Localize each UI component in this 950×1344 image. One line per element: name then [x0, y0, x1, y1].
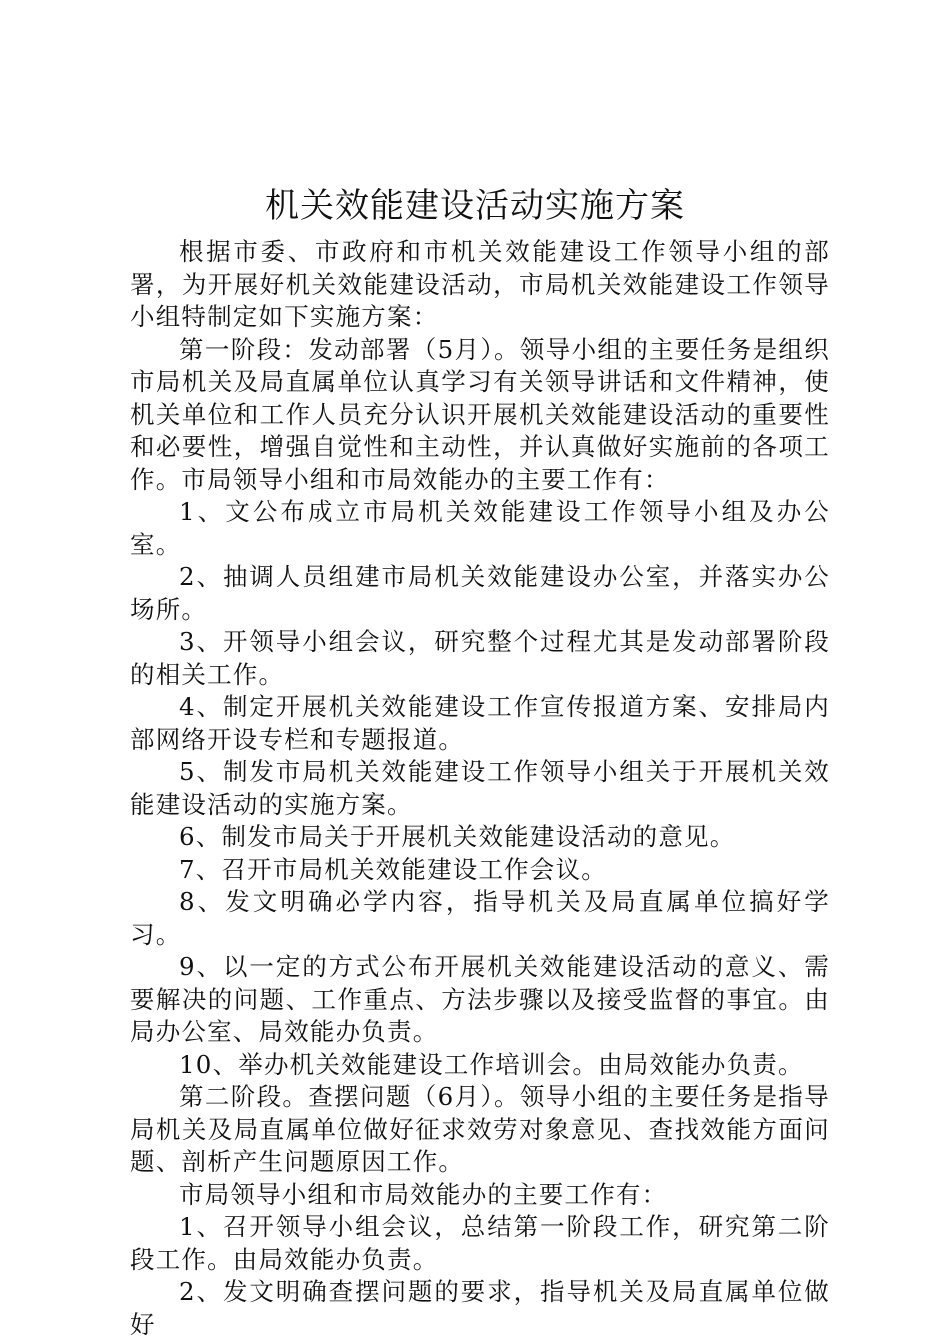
- list-item: 1、召开领导小组会议，总结第一阶段工作，研究第二阶段工作。由局效能办负责。: [130, 1212, 830, 1274]
- list-item: 8、发文明确必学内容，指导机关及局直属单位搞好学习。: [130, 887, 830, 949]
- list-item: 7、召开市局机关效能建设工作会议。: [179, 854, 607, 884]
- list-item: 3、开领导小组会议，研究整个过程尤其是发动部署阶段的相关工作。: [130, 627, 830, 689]
- list-item: 9、以一定的方式公布开展机关效能建设活动的意义、需要解决的问题、工作重点、方法步骤以及接受监督的事宜。由局办公室、局效能办负责。: [130, 952, 830, 1046]
- list-item: 2、抽调人员组建市局机关效能建设办公室，并落实办公场所。: [130, 562, 830, 624]
- list-item: 6、制发市局关于开展机关效能建设活动的意见。: [179, 822, 736, 851]
- paragraph-phase-two: 第二阶段。查摆问题（6月）。领导小组的主要任务是指导局机关及局直属单位做好征求效劳对象意见、查找效能方面问题、剖析产生问题原因工作。: [130, 1082, 830, 1176]
- paragraph-intro: 根据市委、市政府和市机关效能建设工作领导小组的部署，为开展好机关效能建设活动，市局机关效能建设工作领导小组特制定如下实施方案：: [130, 237, 830, 331]
- list-item: 1、文公布成立市局机关效能建设工作领导小组及办公室。: [130, 497, 830, 559]
- list-item: 4、制定开展机关效能建设工作宣传报道方案、安排局内部网络开设专栏和专题报道。: [130, 692, 830, 754]
- document-title: 机关效能建设活动实施方案: [265, 186, 685, 226]
- list-item: 10、举办机关效能建设工作培训会。由局效能办负责。: [179, 1049, 804, 1079]
- list-item: 5、制发市局机关效能建设工作领导小组关于开展机关效能建设活动的实施方案。: [130, 757, 830, 819]
- document-body: [130, 236, 830, 1341]
- list-item: 2、发文明确查摆问题的要求，指导机关及局直属单位做好: [130, 1277, 830, 1339]
- paragraph-phase-one: 第一阶段：发动部署（5月）。领导小组的主要任务是组织市局机关及局直属单位认真学习有关领导讲话和文件精神，使机关单位和工作人员充分认识开展机关效能建设活动的重要性和必要性，增强自觉性和主动性，并认真做好实施前的各项工作。市局领导小组和市局效能办的主要工作有：: [130, 334, 830, 494]
- paragraph-phase-two-tasks: 市局领导小组和市局效能办的主要工作有：: [179, 1179, 668, 1209]
